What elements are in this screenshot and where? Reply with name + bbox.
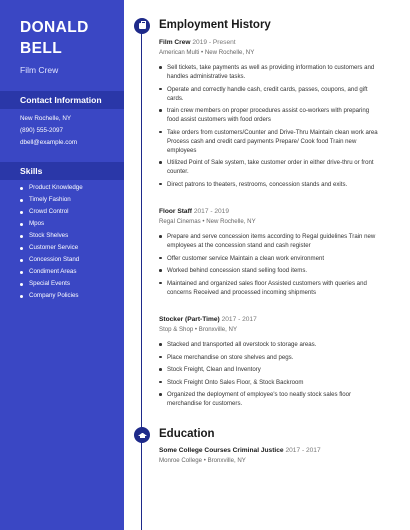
job-location: Bronxville, NY: [198, 326, 238, 333]
job-bullet: Place merchandise on store shelves and pegs.: [159, 353, 379, 362]
skill-item: Special Events: [20, 280, 120, 292]
job-bullet: Utilized Point of Sale system, take customer order in either drive-thru or front counter.: [159, 158, 379, 176]
job-title: Stocker (Part-Time): [159, 316, 220, 323]
contact-section-title: Contact Information: [20, 95, 102, 105]
education-section-title: Education: [159, 428, 215, 440]
job-bullet: Take orders from customers/Counter and Drive-Thru Maintain clean work area Process cash and credit card payments Prepare/ Cook food Train new employees: [159, 128, 379, 155]
job-bullet: Worked behind concession stand selling food items.: [159, 266, 379, 275]
contact-section-header: [0, 91, 124, 109]
job-bullet: Maintained and organized sales floor Assisted customers with queries and concerns Received and processed incoming shipments: [159, 279, 379, 297]
job-company: Regal Cinemas: [159, 218, 201, 225]
job-header: [159, 208, 379, 218]
job-location: New Rochelle, NY: [204, 49, 255, 56]
education-title: Some College Courses Criminal Justice: [159, 447, 284, 454]
candidate-role: Film Crew: [20, 65, 59, 75]
education-dates: 2017 - 2017: [285, 447, 321, 454]
job-company-line: American Multi • New Rochelle, NY: [159, 49, 255, 56]
job-entry: [159, 316, 379, 412]
education-school-line: Monroe College • Bronxville, NY: [159, 457, 246, 464]
job-title: Film Crew: [159, 39, 191, 46]
job-dates: 2017 - 2017: [221, 316, 257, 323]
job-bullet: Operate and correctly handle cash, credit cards, passes, coupons, and gift cards.: [159, 85, 379, 103]
skills-section-title: Skills: [20, 166, 43, 176]
timeline-line: [141, 27, 142, 530]
job-bullets: [159, 63, 379, 189]
job-bullet: Stock Freight, Clean and Inventory: [159, 365, 379, 374]
skills-section-header: [0, 162, 124, 180]
job-company: Stop & Shop: [159, 326, 194, 333]
contact-phone: (890) 555-2097: [20, 127, 64, 134]
skill-item: Crowd Control: [20, 208, 120, 220]
education-school: Monroe College: [159, 457, 203, 464]
contact-location: New Rochelle, NY: [20, 115, 72, 122]
job-bullet: Stock Freight Onto Sales Floor, & Stock Backroom: [159, 378, 379, 387]
job-bullet: Organized the deployment of employee's too neatly stock sales floor merchandise for customers.: [159, 390, 379, 408]
briefcase-icon: [134, 18, 150, 34]
job-dates: 2017 - 2019: [193, 208, 230, 215]
job-header: [159, 316, 379, 326]
education-entry: [159, 447, 379, 467]
contact-email[interactable]: dbell@example.com: [20, 139, 78, 146]
job-company-line: Stop & Shop • Bronxville, NY: [159, 326, 238, 333]
job-bullets: [159, 340, 379, 408]
job-bullet: Sell tickets, take payments as well as providing information to customers and handles administrative tasks.: [159, 63, 379, 81]
job-dates: 2019 - Present: [192, 39, 236, 46]
skill-item: Product Knowledge: [20, 184, 120, 196]
job-header: [159, 39, 379, 49]
job-entry: [159, 39, 379, 192]
job-bullets: [159, 232, 379, 297]
job-company: American Multi: [159, 49, 200, 56]
job-bullet: Offer customer service Maintain a clean work environment: [159, 254, 379, 263]
job-bullet: train crew members on proper procedures assist co-workers with preparing food assist customers with food orders: [159, 106, 379, 124]
job-bullet: Stacked and transported all overstock to storage areas.: [159, 340, 379, 349]
name-line-last: BELL: [20, 40, 63, 57]
job-title: Floor Staff: [159, 208, 192, 215]
skill-item: Customer Service: [20, 244, 120, 256]
skills-list: [20, 184, 120, 304]
job-location: New Rochelle, NY: [206, 218, 256, 225]
job-bullet: Direct patrons to theaters, restrooms, concession stands and exits.: [159, 180, 379, 189]
job-bullet: Prepare and serve concession items according to Regal guidelines Train new employees at the concession stand and cash register: [159, 232, 379, 250]
sidebar: [0, 0, 124, 530]
skill-item: Concession Stand: [20, 256, 120, 268]
skill-item: Stock Shelves: [20, 232, 120, 244]
education-location: Bronxville, NY: [207, 457, 246, 464]
job-company-line: Regal Cinemas • New Rochelle, NY: [159, 218, 256, 225]
candidate-name: [20, 17, 120, 59]
graduation-cap-icon: [134, 427, 150, 443]
education-header: [159, 447, 379, 457]
skill-item: Company Policies: [20, 292, 120, 304]
name-line-first: DONALD: [20, 19, 89, 36]
skill-item: Timely Fashion: [20, 196, 120, 208]
employment-section-title: Employment History: [159, 19, 271, 31]
job-entry: [159, 208, 379, 300]
skill-item: Condiment Areas: [20, 268, 120, 280]
skill-item: Mpos: [20, 220, 120, 232]
